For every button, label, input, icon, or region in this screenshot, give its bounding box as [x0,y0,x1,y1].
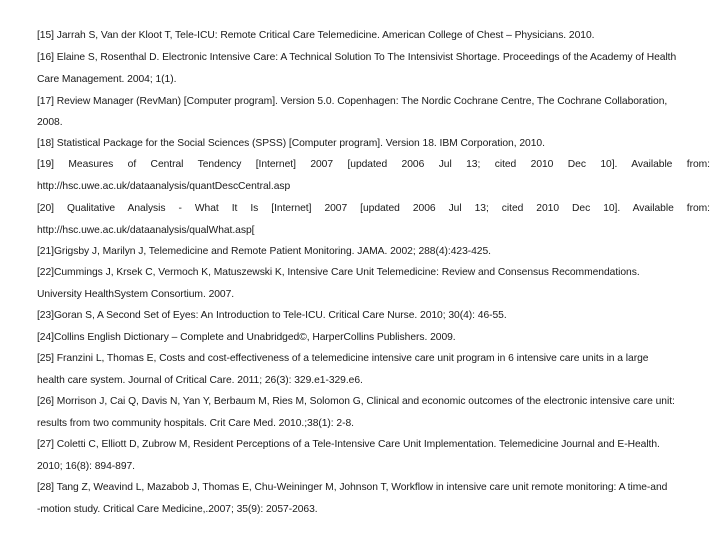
reference-17-line-1: [17] Review Manager (RevMan) [Computer program]. Version 5.0. Copenhagen: The Nordic Cochrane Centre, The Cochrane Collaboration, [37,96,668,107]
reference-18-line-1: [18] Statistical Package for the Social Sciences (SPSS) [Computer program]. Version 18. IBM Corporation, 2010. [37,138,545,149]
reference-27-line-2: 2010; 16(8): 894-897. [37,461,135,472]
reference-17-line-2: 2008. [37,117,63,128]
reference-26-line-1: [26] Morrison J, Cai Q, Davis N, Yan Y, Berbaum M, Ries M, Solomon G, Clinical and economic outcomes of the electronic intensive care unit: [37,396,675,407]
reference-20-url[interactable]: http://hsc.uwe.ac.uk/dataanalysis/qualWhat.asp[ [37,225,255,236]
reference-26-line-2: results from two community hospitals. Crit Care Med. 2010.;38(1): 2-8. [37,418,354,429]
reference-27-line-1: [27] Coletti C, Elliott D, Zubrow M, Resident Perceptions of a Tele-Intensive Care Unit Implementation. Telemedicine Journal and E-Health. [37,439,660,450]
reference-21-line-1: [21]Grigsby J, Marilyn J, Telemedicine and Remote Patient Monitoring. JAMA. 2002; 288(4):423-425. [37,246,491,257]
reference-19-line-1: [19] Measures of Central Tendency [Internet] 2007 [updated 2006 Jul 13; cited 2010 Dec 10]. Available from: [37,159,710,170]
reference-16-line-2: Care Management. 2004; 1(1). [37,74,177,85]
reference-20-line-1: [20] Qualitative Analysis - What It Is [Internet] 2007 [updated 2006 Jul 13; cited 2010 Dec 10]. Available from: [37,203,710,214]
reference-24-line-1: [24]Collins English Dictionary – Complete and Unabridged©, HarperCollins Publishers. 2009. [37,332,456,343]
reference-25-line-1: [25] Franzini L, Thomas E, Costs and cost-effectiveness of a telemedicine intensive care unit program in 6 intensive care units in a large [37,353,649,364]
reference-22-line-2: University HealthSystem Consortium. 2007. [37,289,235,300]
reference-15-line-1: [15] Jarrah S, Van der Kloot T, Tele-ICU: Remote Critical Care Telemedicine. American College of Chest – Physicians. 2010. [37,30,595,41]
reference-16-line-1: [16] Elaine S, Rosenthal D. Electronic Intensive Care: A Technical Solution To The Intensivist Shortage. Proceedings of the Academy of Health [37,52,677,63]
reference-23-line-1: [23]Goran S, A Second Set of Eyes: An Introduction to Tele-ICU. Critical Care Nurse. 2010; 30(4): 46-55. [37,310,507,321]
reference-28-line-2: -motion study. Critical Care Medicine,.2007; 35(9): 2057-2063. [37,504,318,515]
reference-19-url[interactable]: http://hsc.uwe.ac.uk/dataanalysis/quantDescCentral.asp [37,181,291,192]
reference-22-line-1: [22]Cummings J, Krsek C, Vermoch K, Matuszewski K, Intensive Care Unit Telemedicine: Review and Consensus Recommendations. [37,267,640,278]
reference-28-line-1: [28] Tang Z, Weavind L, Mazabob J, Thomas E, Chu-Weininger M, Johnson T, Workflow in intensive care unit remote monitoring: A time-and [37,482,668,493]
reference-25-line-2: health care system. Journal of Critical Care. 2011; 26(3): 329.e1-329.e6. [37,375,363,386]
